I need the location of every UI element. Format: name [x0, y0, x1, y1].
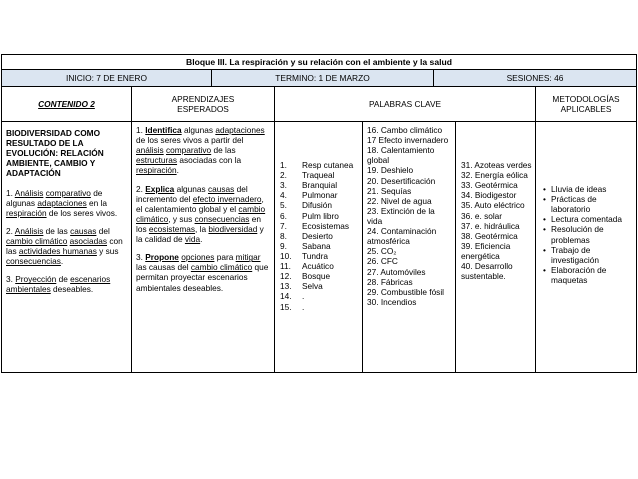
- keyword-item: 40. Desarrollo sustentable.: [461, 261, 513, 282]
- keyword-item: 21. Sequías: [367, 185, 412, 196]
- keyword-text: Bosque: [302, 271, 331, 282]
- keyword-number: 9.: [280, 240, 287, 251]
- keyword-number: 5.: [280, 200, 287, 211]
- keyword-item: 27. Automóviles: [367, 266, 426, 277]
- keyword-item: 30. Incendios: [367, 296, 417, 307]
- metodologia-text: Prácticas de laboratorio: [551, 194, 597, 215]
- keyword-item: 38. Geotérmica: [461, 230, 518, 241]
- keyword-number: 13.: [280, 281, 292, 292]
- keyword-text: Pulm libro: [302, 210, 339, 221]
- keyword-number: 2.: [280, 170, 287, 181]
- bullet-icon: •: [543, 224, 546, 235]
- metodologia-item: [543, 214, 632, 224]
- keyword-item: 31. Azoteas verdes: [461, 160, 532, 170]
- bullet-icon: •: [543, 264, 546, 275]
- contenido-item-2: 2. Análisis de las causas del cambio climático asociadas con las actividades humanas y sus consecuencias.: [6, 225, 123, 267]
- keyword-number: 7.: [280, 220, 287, 231]
- inicio-cell: [1, 69, 212, 87]
- keyword-item: 34. Biodigestor: [461, 190, 517, 201]
- keyword-item: 32. Energía eólica: [461, 170, 528, 181]
- metodologia-item: [543, 265, 632, 285]
- keyword-item: [280, 251, 359, 261]
- metodologia-text: Resolución de problemas: [551, 224, 604, 245]
- keyword-number: 15.: [280, 301, 292, 312]
- aprendizajes-header: [131, 86, 275, 122]
- keyword-number: 6.: [280, 210, 287, 221]
- keyword-item: [280, 271, 359, 281]
- bullet-icon: •: [543, 184, 546, 194]
- keyword-item: 24. Contaminación atmosférica: [367, 226, 437, 247]
- keyword-item: [280, 211, 359, 221]
- bullet-icon: •: [543, 194, 546, 205]
- metodologia-text: Trabajo de investigación: [551, 244, 599, 265]
- palabras-col2-cell: [362, 121, 456, 373]
- keyword-item: 17 Efecto invernadero: [367, 135, 449, 146]
- metodologia-text: Elaboración de maquetas: [551, 264, 607, 285]
- keyword-text: Traqueal: [302, 170, 335, 181]
- contenido-cell: [1, 121, 132, 373]
- palabras-header-label: PALABRAS CLAVE: [368, 98, 442, 109]
- keyword-text: Difusión: [302, 200, 332, 211]
- keyword-text: Pulmonar: [302, 190, 338, 201]
- keyword-item: [280, 170, 359, 180]
- keyword-number: 8.: [280, 230, 287, 241]
- palabras-col3-cell: [455, 121, 536, 373]
- contenido-item-1: 1. Análisis comparativo de algunas adaptaciones en la respiración de los seres vivos.: [6, 187, 118, 218]
- keyword-text: Branquial: [302, 180, 338, 191]
- keyword-number: 3.: [280, 180, 287, 191]
- keyword-item: 29. Combustible fósil: [367, 286, 445, 297]
- metodologia-item: [543, 245, 632, 265]
- keyword-text: Acuático: [302, 261, 334, 272]
- keyword-item: 25. CO₂: [367, 246, 397, 257]
- keyword-item: 39. Eficiencia energética: [461, 240, 511, 261]
- keyword-number: 14.: [280, 291, 292, 302]
- metodologias-list: [543, 184, 632, 285]
- contenido-header: [1, 86, 132, 122]
- keyword-item: [280, 281, 359, 291]
- keyword-item: 33. Geotérmica: [461, 180, 518, 191]
- keyword-item: [280, 302, 359, 312]
- metodologias-header-label: METODOLOGÍAS APLICABLES: [552, 93, 620, 114]
- metodologia-item: [543, 224, 632, 244]
- sesiones-label: SESIONES: 46: [506, 72, 564, 83]
- keyword-text: .: [302, 301, 305, 312]
- keyword-text: Ecosistemas: [302, 220, 350, 231]
- keyword-item: 28. Fábricas: [367, 276, 413, 287]
- keyword-item: [280, 190, 359, 200]
- bullet-icon: •: [543, 244, 546, 255]
- contenido-header-label: CONTENIDO 2: [38, 98, 95, 109]
- bullet-icon: •: [543, 214, 546, 225]
- keyword-item: 20. Desertificación: [367, 175, 436, 186]
- keyword-text: Tundra: [302, 250, 328, 261]
- keyword-text: Selva: [302, 281, 323, 292]
- keyword-text: Sabana: [302, 240, 331, 251]
- metodologias-header: [535, 86, 637, 122]
- contenido-heading: BIODIVERSIDAD COMO RESULTADO DE LA EVOLUCIÓN: RELACIÓN AMBIENTE, CAMBIO Y ADAPTACIÓN: [6, 128, 104, 179]
- keyword-list-1: [280, 160, 359, 312]
- metodologia-item: [543, 184, 632, 194]
- keyword-number: 1.: [280, 160, 287, 170]
- aprendizajes-cell: [131, 121, 275, 373]
- keyword-text: Resp cutanea: [302, 160, 354, 170]
- keyword-text: Desierto: [302, 230, 333, 241]
- keyword-number: 12.: [280, 271, 292, 282]
- metodologia-item: [543, 194, 632, 214]
- keyword-item: 26. CFC: [367, 256, 398, 267]
- keyword-item: 19. Deshielo: [367, 165, 414, 176]
- aprendizaje-item-2: 2. Explica algunas causas del incremento del efecto invernadero, el calentamiento global y el cambio climático, y sus consecuencias en los ecosistemas, la biodiversidad y la calidad de vida.: [136, 183, 266, 245]
- keyword-item: 23. Extinción de la vida: [367, 205, 435, 226]
- palabras-header: [274, 86, 536, 122]
- metodologias-cell: [535, 121, 637, 373]
- keyword-item: 37. e. hidráulica: [461, 220, 520, 231]
- termino-label: TERMINO: 1 DE MARZO: [275, 72, 370, 83]
- keyword-item: [280, 261, 359, 271]
- keyword-number: 11.: [280, 261, 291, 272]
- keyword-item: 18. Calentamiento global: [367, 145, 435, 166]
- keyword-list-3: [461, 160, 532, 281]
- termino-cell: [211, 69, 434, 87]
- keyword-item: [280, 200, 359, 210]
- block-title: Bloque III. La respiración y su relación con el ambiente y la salud: [185, 56, 452, 67]
- keyword-number: 10.: [280, 250, 292, 261]
- keyword-item: [280, 160, 359, 170]
- palabras-col1-cell: [274, 121, 363, 373]
- metodologia-text: Lectura comentada: [551, 214, 623, 225]
- keyword-item: [280, 221, 359, 231]
- keyword-item: [280, 291, 359, 301]
- aprendizaje-item-1: 1. Identifica algunas adaptaciones de los seres vivos a partir del análisis comparativo de las estructuras asociadas con la respiración.: [136, 125, 265, 176]
- keyword-text: .: [302, 291, 305, 302]
- keyword-list-2: [367, 125, 451, 307]
- keyword-number: 4.: [280, 190, 287, 201]
- sesiones-cell: [433, 69, 637, 87]
- keyword-item: 16. Cambo climático: [367, 125, 443, 135]
- aprendizajes-header-label: APRENDIZAJES ESPERADOS: [171, 93, 235, 114]
- contenido-item-3: 3. Proyección de escenarios ambientales deseables.: [6, 274, 111, 295]
- keyword-item: 22. Nivel de agua: [367, 195, 432, 206]
- aprendizaje-item-3: 3. Propone opciones para mitigar las causas del cambio climático que permitan proyectar escenarios ambientales deseables.: [136, 252, 269, 293]
- keyword-item: 36. e. solar: [461, 210, 503, 221]
- block-title-cell: [1, 54, 637, 70]
- keyword-item: [280, 231, 359, 241]
- inicio-label: INICIO: 7 DE ENERO: [66, 72, 147, 83]
- metodologia-text: Lluvia de ideas: [551, 184, 607, 194]
- keyword-item: 35. Auto eléctrico: [461, 200, 525, 211]
- keyword-item: [280, 180, 359, 190]
- keyword-item: [280, 241, 359, 251]
